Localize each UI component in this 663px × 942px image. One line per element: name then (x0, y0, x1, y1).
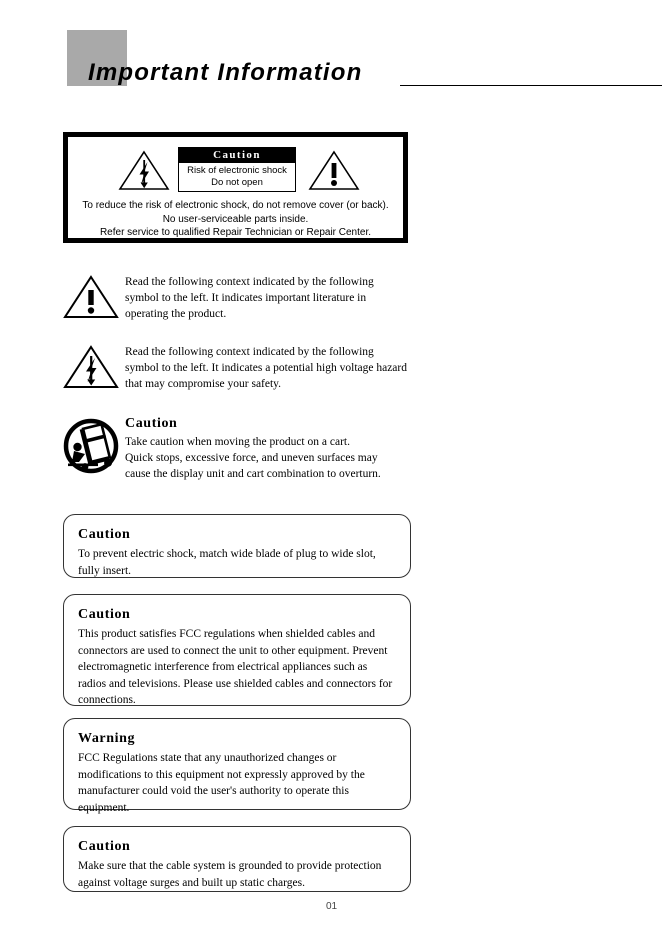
note-box-plug-polarity (63, 514, 411, 578)
symbol-note-text: Read the following context indicated by the following symbol to the left. It indicates important literature in operating the product. (125, 276, 374, 320)
exclamation-triangle-icon (63, 274, 119, 325)
note-heading: Caution (78, 607, 131, 622)
no-cart-tipping-icon (63, 418, 119, 479)
note-body: To prevent electric shock, match wide blade of plug to wide slot, fully insert. (78, 548, 376, 577)
cart-caution-line-3: cause the display unit and cart combination to overturn. (125, 468, 381, 480)
note-body: Make sure that the cable system is grounded to provide protection against voltage surges and built up static charges. (78, 860, 382, 889)
caution-plate-line2: Do not open (211, 176, 263, 188)
page-title: Important Information (88, 59, 363, 86)
cart-caution-heading: Caution (125, 416, 178, 431)
caution-plate (178, 147, 296, 192)
electrical-warning-text (68, 199, 403, 240)
electrical-warning-box (63, 132, 408, 243)
note-box-fcc-modifications (63, 718, 411, 814)
note-box-fcc-shielded-cables (63, 594, 411, 706)
note-heading: Warning (78, 731, 136, 746)
caution-plate-line1: Risk of electronic shock (187, 165, 287, 176)
warning-line-2: No user-serviceable parts inside. (162, 213, 309, 225)
cart-caution-line-1: Take caution when moving the product on a cart. (125, 436, 350, 448)
note-heading: Caution (78, 527, 131, 542)
caution-plate-heading: Caution (179, 148, 295, 163)
note-body: This product satisfies FCC regulations when shielded cables and connectors are used to connect the unit to other equipment. Prevent electromagnetic interference from electrical appliances such as radios and televisions. Please use shielded cables and connectors for connections. (78, 628, 393, 706)
note-box-cable-grounding (63, 826, 411, 892)
page-header (0, 0, 663, 110)
warning-line-3: Refer service to qualified Repair Technician or Repair Center. (99, 227, 372, 238)
note-heading: Caution (78, 839, 131, 854)
note-body: FCC Regulations state that any unauthorized changes or modifications to this equipment not expressly approved by the manufacturer could void the user's authority to operate this equipment. (78, 752, 365, 814)
lightning-bolt-triangle-icon (63, 344, 119, 395)
cart-caution-line-2: Quick stops, excessive force, and uneven surfaces may (125, 452, 378, 464)
exclamation-triangle-icon (308, 149, 360, 196)
page-number: 01 (325, 901, 338, 912)
warning-line-1: To reduce the risk of electronic shock, do not remove cover (or back). (82, 200, 389, 211)
header-rule (400, 85, 662, 86)
symbol-note-text: Read the following context indicated by the following symbol to the left. It indicates a potential high voltage hazard that may compromise your safety. (125, 346, 407, 390)
lightning-bolt-triangle-icon (118, 149, 170, 196)
